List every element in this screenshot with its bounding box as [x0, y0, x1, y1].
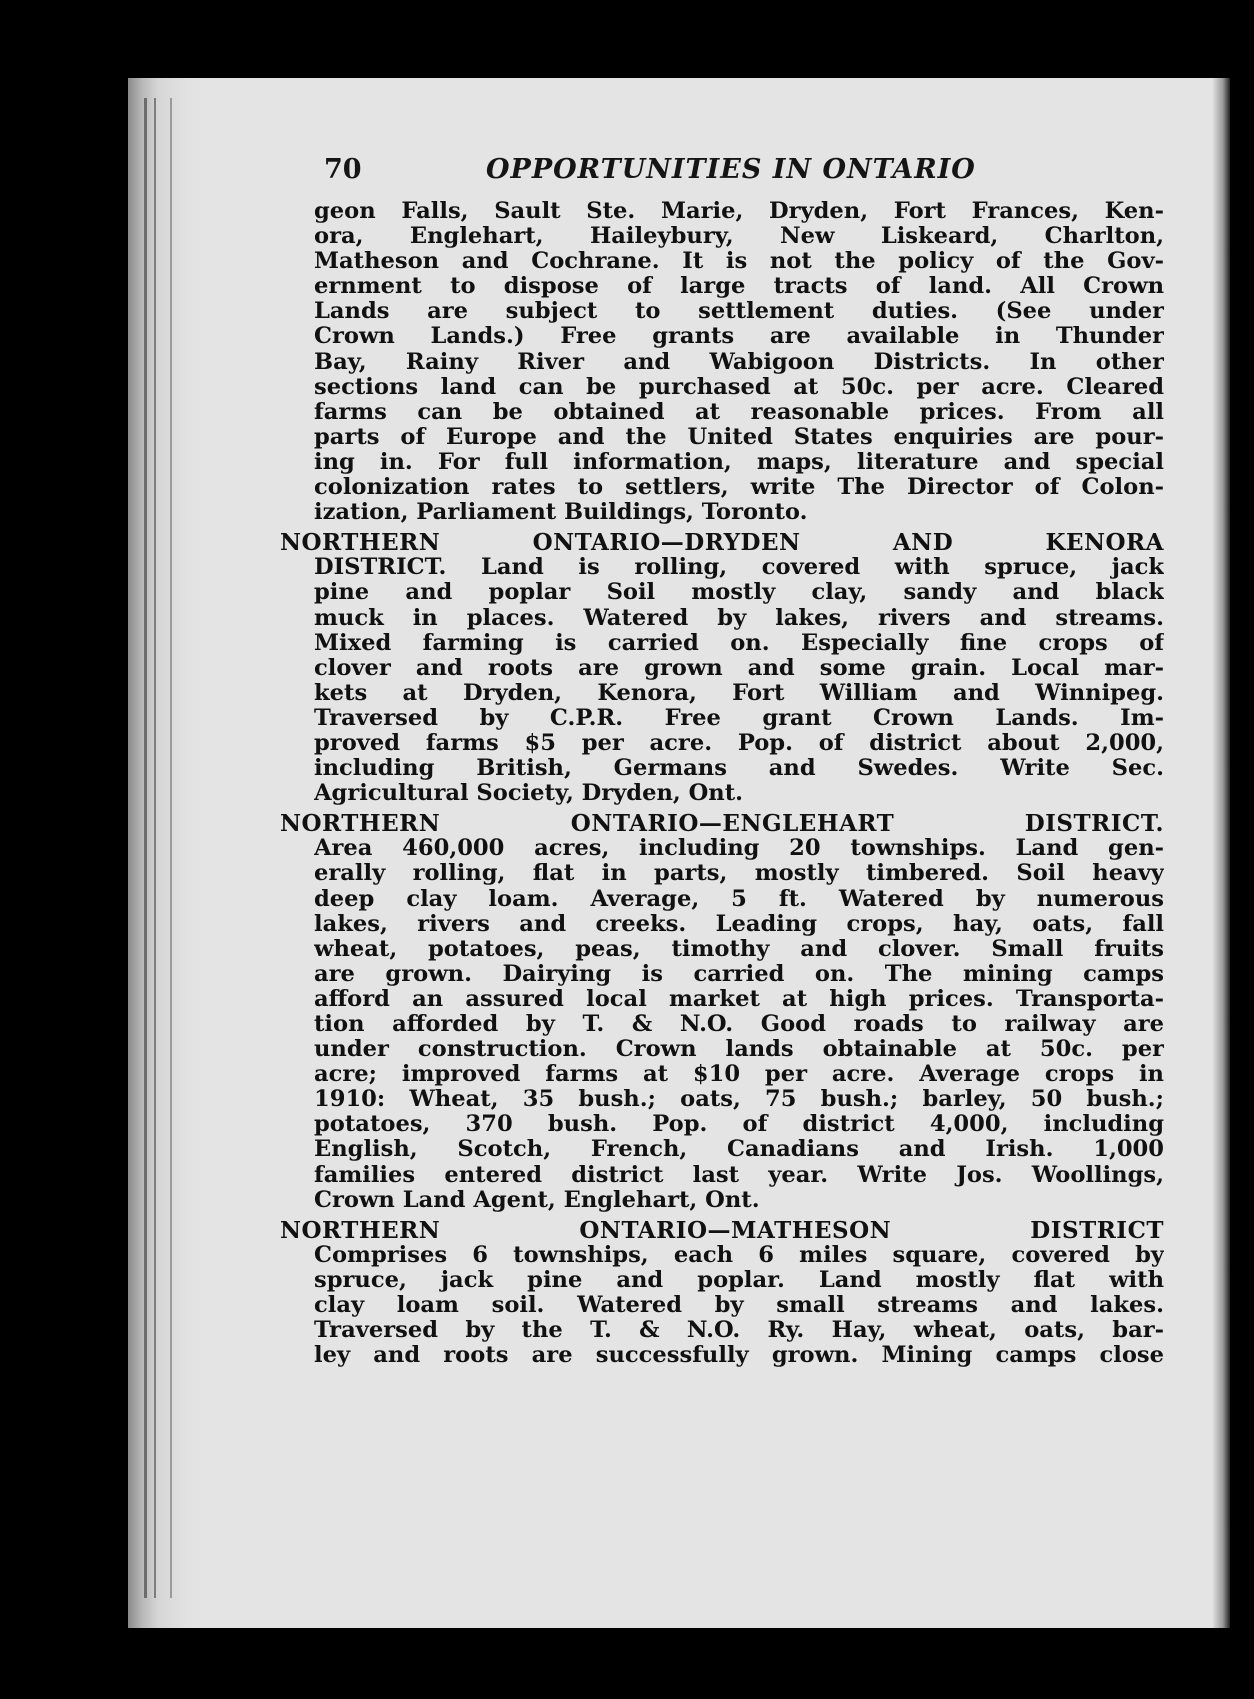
gutter-line	[170, 98, 172, 1598]
text-line: ley and roots are successfully grown. Mining camps close	[314, 1343, 1164, 1369]
text-line: ing in. For full information, maps, literature and special	[314, 449, 1164, 475]
text-line: Crown Land Agent, Englehart, Ont.	[314, 1187, 760, 1213]
page-header	[324, 150, 1154, 200]
section-englehart	[280, 811, 1164, 1213]
gutter-line	[144, 98, 147, 1598]
book-page	[128, 78, 1230, 1628]
text-line: 1910: Wheat, 35 bush.; oats, 75 bush.; barley, 50 bush.;	[314, 1087, 1164, 1113]
intro-paragraph	[314, 199, 1164, 525]
text-line: farms can be obtained at reasonable prices. From all	[314, 399, 1164, 425]
section-heading: NORTHERN ONTARIO—DRYDEN AND KENORA	[280, 530, 1164, 556]
text-line: Traversed by C.P.R. Free grant Crown Lands. Im-	[314, 705, 1164, 731]
page-number: 70	[324, 154, 362, 185]
text-line: clay loam soil. Watered by small streams and lakes.	[314, 1293, 1164, 1319]
section-heading: NORTHERN ONTARIO—MATHESON DISTRICT	[280, 1217, 1164, 1243]
text-line: under construction. Crown lands obtainable at 50c. per	[314, 1037, 1164, 1063]
text-line: kets at Dryden, Kenora, Fort William and Winnipeg.	[314, 680, 1164, 706]
text-line: Agricultural Society, Dryden, Ont.	[314, 781, 744, 807]
text-line: potatoes, 370 bush. Pop. of district 4,000, including	[314, 1112, 1164, 1138]
section-matheson	[280, 1217, 1164, 1369]
text-line: Lands are subject to settlement duties. (See under	[314, 299, 1164, 325]
text-line: Bay, Rainy River and Wabigoon Districts. In other	[314, 349, 1164, 375]
text-line: are grown. Dairying is carried on. The mining camps	[314, 961, 1164, 987]
text-line: pine and poplar Soil mostly clay, sandy and black	[314, 580, 1164, 606]
text-line: afford an assured local market at high prices. Transporta-	[314, 986, 1164, 1012]
text-line: Area 460,000 acres, including 20 townships. Land gen-	[314, 836, 1164, 862]
text-line: muck in places. Watered by lakes, rivers and streams.	[314, 605, 1164, 631]
section-dryden-kenora	[280, 530, 1164, 807]
text-line: deep clay loam. Average, 5 ft. Watered by numerous	[314, 886, 1164, 912]
text-line: erally rolling, flat in parts, mostly timbered. Soil heavy	[314, 861, 1164, 887]
text-line: ernment to dispose of large tracts of land. All Crown	[314, 274, 1164, 300]
page-gutter-shadow	[128, 78, 206, 1628]
text-line: Crown Lands.) Free grants are available in Thunder	[314, 324, 1164, 350]
text-line: lakes, rivers and creeks. Leading crops, hay, oats, fall	[314, 911, 1164, 937]
text-line: Comprises 6 townships, each 6 miles square, covered by	[314, 1242, 1164, 1268]
text-line: Mixed farming is carried on. Especially fine crops of	[314, 630, 1164, 656]
body-text	[280, 199, 1164, 1369]
gutter-line	[154, 98, 156, 1598]
text-line: Matheson and Cochrane. It is not the policy of the Gov-	[314, 249, 1164, 275]
text-line	[314, 555, 1164, 580]
text-line: tion afforded by T. & N.O. Good roads to railway are	[314, 1012, 1164, 1037]
text-line: families entered district last year. Write Jos. Woollings,	[314, 1162, 1164, 1188]
section-heading-continued: DISTRICT.	[314, 555, 447, 581]
text-line: ization, Parliament Buildings, Toronto.	[314, 500, 808, 526]
text-line: English, Scotch, French, Canadians and Irish. 1,000	[314, 1137, 1164, 1163]
text-line: proved farms $5 per acre. Pop. of district about 2,000,	[314, 730, 1164, 756]
text-line: including British, Germans and Swedes. Write Sec.	[314, 756, 1164, 782]
text-line: sections land can be purchased at 50c. per acre. Cleared	[314, 374, 1164, 400]
text-line: parts of Europe and the United States enquiries are pour-	[314, 424, 1164, 450]
text-line-rest: Land is rolling, covered with spruce, jack	[481, 555, 1164, 581]
text-line: clover and roots are grown and some grain. Local mar-	[314, 655, 1164, 681]
text-line: spruce, jack pine and poplar. Land mostly flat with	[314, 1267, 1164, 1293]
text-line: ora, Englehart, Haileybury, New Liskeard, Charlton,	[314, 224, 1164, 250]
page-edge-shadow	[1212, 78, 1230, 1628]
text-line: geon Falls, Sault Ste. Marie, Dryden, Fort Frances, Ken-	[314, 199, 1164, 224]
text-line: Traversed by the T. & N.O. Ry. Hay, wheat, oats, bar-	[314, 1318, 1164, 1344]
text-line: acre; improved farms at $10 per acre. Average crops in	[314, 1062, 1164, 1088]
text-line: colonization rates to settlers, write The Director of Colon-	[314, 475, 1164, 501]
text-line: wheat, potatoes, peas, timothy and clover. Small fruits	[314, 936, 1164, 962]
section-heading: NORTHERN ONTARIO—ENGLEHART DISTRICT.	[280, 811, 1164, 837]
running-head: OPPORTUNITIES IN ONTARIO	[486, 154, 976, 185]
